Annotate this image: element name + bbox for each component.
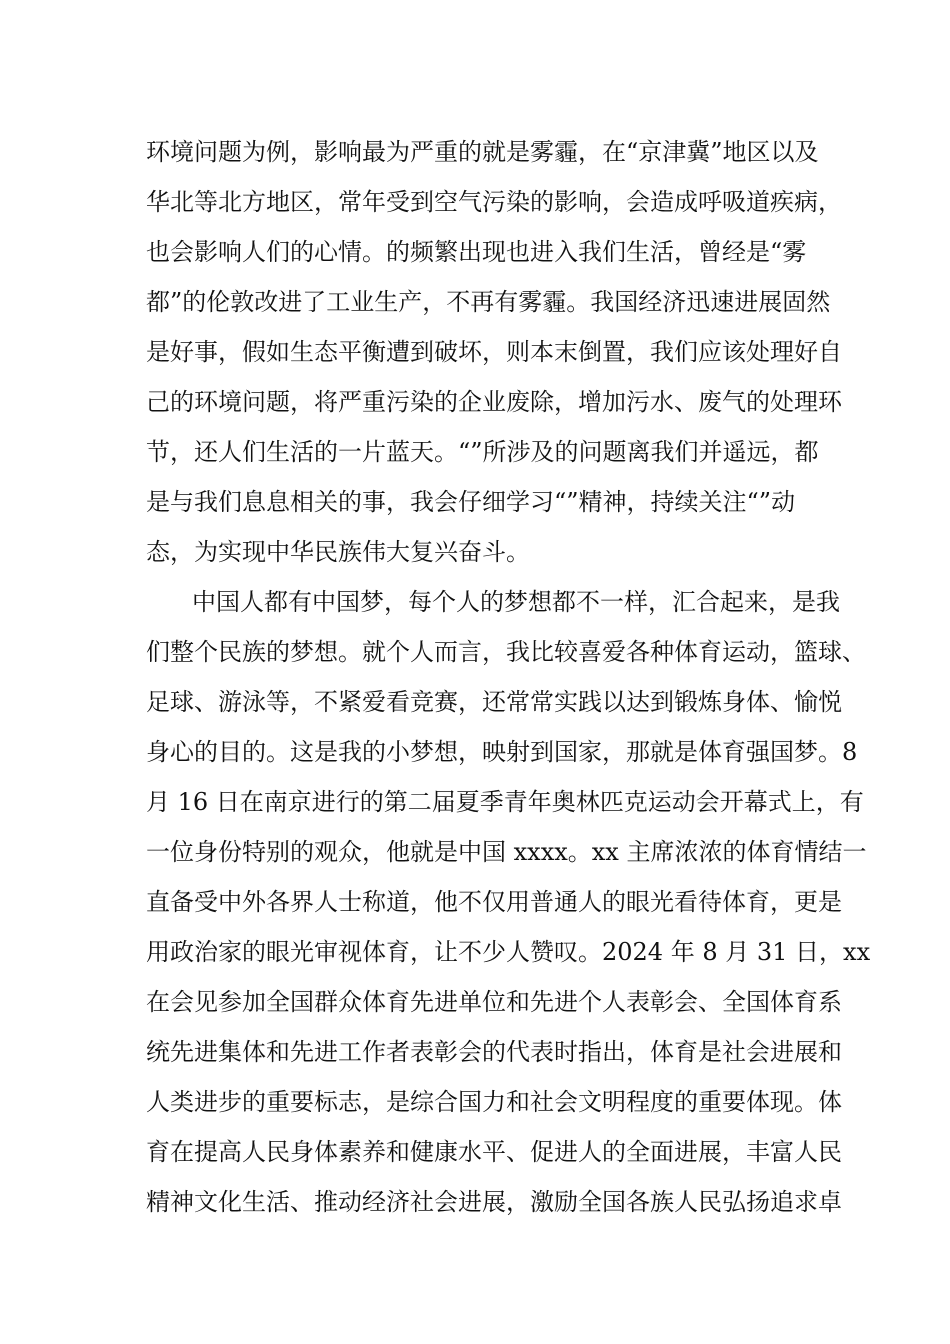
- paragraph-2-line: 中国人都有中国梦，每个人的梦想都不一样，汇合起来，是我: [192, 588, 840, 616]
- paragraph-1-line: 是好事，假如生态平衡遭到破坏，则本末倒置，我们应该处理好自: [146, 338, 842, 366]
- paragraph-2-line: 用政治家的眼光审视体育，让不少人赞叹。2024 年 8 月 31 日，xx: [146, 938, 871, 966]
- paragraph-2-line: 在会见参加全国群众体育先进单位和先进个人表彰会、全国体育系: [146, 988, 842, 1016]
- paragraph-2-line: 人类进步的重要标志，是综合国力和社会文明程度的重要体现。体: [146, 1088, 842, 1116]
- paragraph-2-line: 们整个民族的梦想。就个人而言，我比较喜爱各种体育运动，篮球、: [146, 638, 866, 666]
- paragraph-1-line: 环境问题为例，影响最为严重的就是雾霾，在“京津冀”地区以及: [146, 138, 819, 166]
- paragraph-2-line: 月 16 日在南京进行的第二届夏季青年奥林匹克运动会开幕式上，有: [146, 788, 864, 816]
- paragraph-1-line: 华北等北方地区，常年受到空气污染的影响，会造成呼吸道疾病，: [146, 188, 842, 216]
- paragraph-1-line: 也会影响人们的心情。的频繁出现也进入我们生活，曾经是“雾: [146, 238, 807, 266]
- paragraph-1-line: 都”的伦敦改进了工业生产，不再有雾霾。我国经济迅速进展固然: [146, 288, 831, 316]
- paragraph-2-line: 足球、游泳等，不紧爱看竞赛，还常常实践以达到锻炼身体、愉悦: [146, 688, 842, 716]
- paragraph-2-line: 身心的目的。这是我的小梦想，映射到国家，那就是体育强国梦。8: [146, 738, 858, 766]
- paragraph-2-line: 育在提高人民身体素养和健康水平、促进人的全面进展，丰富人民: [146, 1138, 842, 1166]
- paragraph-2-line: 精神文化生活、推动经济社会进展，激励全国各族人民弘扬追求卓: [146, 1188, 842, 1216]
- paragraph-1-line: 是与我们息息相关的事，我会仔细学习“”精神，持续关注“”动: [146, 488, 796, 516]
- paragraph-1-line: 己的环境问题，将严重污染的企业废除，增加污水、废气的处理环: [146, 388, 842, 416]
- paragraph-2-line: 一位身份特别的观众，他就是中国 xxxx。xx 主席浓浓的体育情结一: [146, 838, 867, 866]
- paragraph-1-line: 态，为实现中华民族伟大复兴奋斗。: [146, 538, 530, 566]
- paragraph-2-line: 直备受中外各界人士称道，他不仅用普通人的眼光看待体育，更是: [146, 888, 842, 916]
- paragraph-1-line: 节，还人们生活的一片蓝天。“”所涉及的问题离我们并遥远，都: [146, 438, 819, 466]
- paragraph-2-line: 统先进集体和先进工作者表彰会的代表时指出，体育是社会进展和: [146, 1038, 842, 1066]
